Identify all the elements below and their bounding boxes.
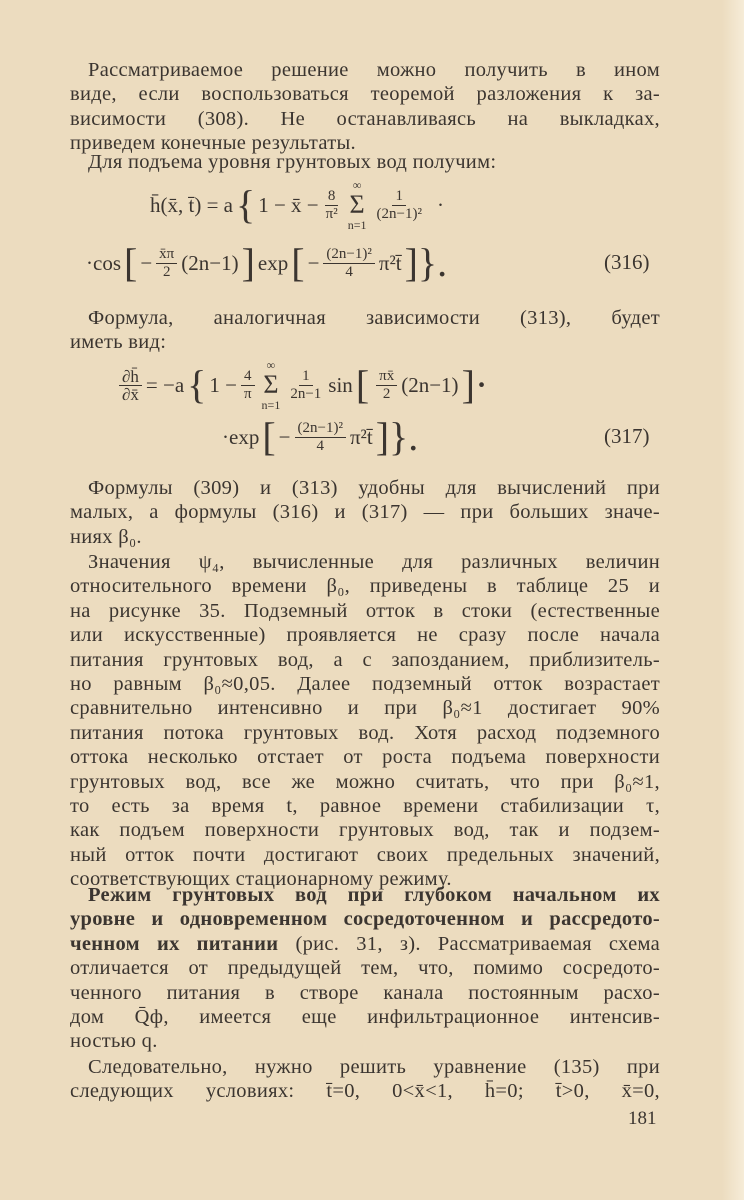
text-line: оттока несколько отстает от роста подъема поверхности: [70, 746, 660, 769]
text-line: соответствующих стационарному режиму.: [70, 868, 452, 891]
text-line: или искусственные) проявляется не сразу после начала: [70, 624, 660, 647]
text-line: ниях β₀.: [70, 525, 142, 548]
text-line: Рассматриваемое решение можно получить в ином: [88, 59, 660, 81]
text-line: Формула, аналогичная зависимости (313), будет: [88, 307, 660, 329]
paragraph: [70, 550, 660, 891]
eq-fraction: $\frac{4}{\pi}$: [241, 368, 255, 403]
equation-316-line-1: [150, 180, 444, 230]
equation-316-line-2: ·cos [ − $\frac{x̄\pi}{2}$ (2n−1) ] exp [ − $\frac{\text{(2n−1)²}}{4}$ π²t̄ ]}.: [86, 240, 448, 285]
equation-317-line-1: $\frac{\partial h̄}{\partial x̄}$ = −a { 1 − $\frac{4}{\pi}$ ∞ Σ n=1 1 2n−1 sin [ πx̄ 2 (2n−1) ]·: [115, 360, 491, 410]
text-line: отличается от предыдущей тем, что, помимо сосредото-: [70, 957, 660, 980]
equation-number-316: (316): [604, 250, 650, 274]
text-line: сравнительно интенсивно и при β₀≈1 достигает 90%: [70, 697, 660, 720]
eq-brace: {: [236, 182, 256, 227]
text-line: висимости (308). Не останавливаясь на выкладках,: [70, 107, 660, 130]
page-number: 181: [628, 1108, 657, 1129]
text-line: но равным β₀≈0,05. Далее подземный отток возрастает: [70, 672, 660, 695]
eq-text: ·: [436, 192, 444, 217]
eq-fraction: $\frac{x̄\pi}{2}$: [156, 246, 177, 281]
paragraph: [70, 883, 660, 1054]
eq-fraction: $\frac{\text{(2n−1)²}}{4}$: [295, 420, 346, 455]
paragraph: [70, 58, 660, 156]
text-line: Значения ψ₄, вычисленные для различных величин: [88, 551, 660, 573]
eq-fraction: $\frac{\partial h̄}{\partial x̄}$: [119, 368, 142, 403]
equation-number-317: (317): [604, 424, 650, 448]
paragraph: [70, 150, 660, 174]
paragraph: [70, 306, 660, 355]
page-edge: [722, 0, 744, 1200]
text-line: на рисунке 35. Подземный отток в стоки (естественные: [70, 599, 660, 622]
text-line: питания грунтовых вод, а с запозданием, приблизитель-: [70, 648, 660, 671]
paragraph: [70, 1055, 660, 1104]
equation-317-line-2: ·exp [ − $\frac{\text{(2n−1)²}}{4}$ π²t̄ ]}.: [222, 414, 419, 459]
text-line: приведем конечные результаты.: [70, 132, 356, 155]
eq-text: ·cos: [86, 250, 121, 275]
text-line: дом Q̄ф, имеется еще инфильтрационное интенсив-: [70, 1005, 660, 1028]
text-line: Режим грунтовых вод при глубоком начальном их: [88, 884, 660, 906]
text-line: ченного питания в створе канала постоянным расхо-: [70, 981, 660, 1004]
eq-text: 1 − x̄ −: [258, 192, 319, 217]
text-line: ный отток почти достигают своих предельных значений,: [70, 843, 660, 866]
text-line: то есть за время t, равное времени стабилизации τ,: [70, 794, 660, 817]
paragraph: [70, 476, 660, 549]
text-line: виде, если воспользоваться теоремой разложения к за-: [70, 83, 660, 106]
eq-fraction: πx̄ 2: [376, 368, 397, 403]
text-line: ченном их питании (рис. 31, з). Рассматриваемая схема: [70, 932, 660, 955]
eq-fraction: 1 (2n−1)²: [376, 187, 422, 222]
text-line: как подъем поверхности грунтовых вод, так и подзем-: [70, 819, 660, 842]
text-line: Для подъема уровня грунтовых вод получим:: [88, 151, 497, 173]
text-line: следующих условиях: t̄=0, 0<x̄<1, h̄=0; t̄>0, x̄=0,: [70, 1080, 660, 1103]
text-line: ностью q.: [70, 1030, 158, 1053]
text-line: Следовательно, нужно решить уравнение (135) при: [88, 1056, 660, 1078]
eq-sum: ∞ Σ n=1: [347, 178, 367, 232]
text-line: питания потока грунтовых вод. Хотя расход подземного: [70, 721, 660, 744]
text-line: относительного времени β₀, приведены в таблице 25 и: [70, 575, 660, 598]
eq-text: h̄(x̄, t̄) = a: [150, 192, 233, 217]
eq-fraction: 1 2n−1: [290, 367, 322, 402]
text-line: малых, а формулы (316) и (317) — при больших значе-: [70, 501, 660, 524]
eq-fraction: $\frac{8}{\text{π²}}$: [325, 187, 338, 222]
text-line: Формулы (309) и (313) удобны для вычислений при: [88, 477, 660, 499]
eq-sum: ∞ Σ n=1: [261, 358, 281, 412]
eq-fraction: $\frac{\text{(2n−1)²}}{4}$: [323, 246, 374, 281]
text-line: уровне и одновременном сосредоточенном и рассредото-: [70, 908, 660, 931]
text-line: грунтовых вод, все же можно считать, что при β₀≈1,: [70, 770, 660, 793]
text-line: иметь вид:: [70, 331, 167, 354]
